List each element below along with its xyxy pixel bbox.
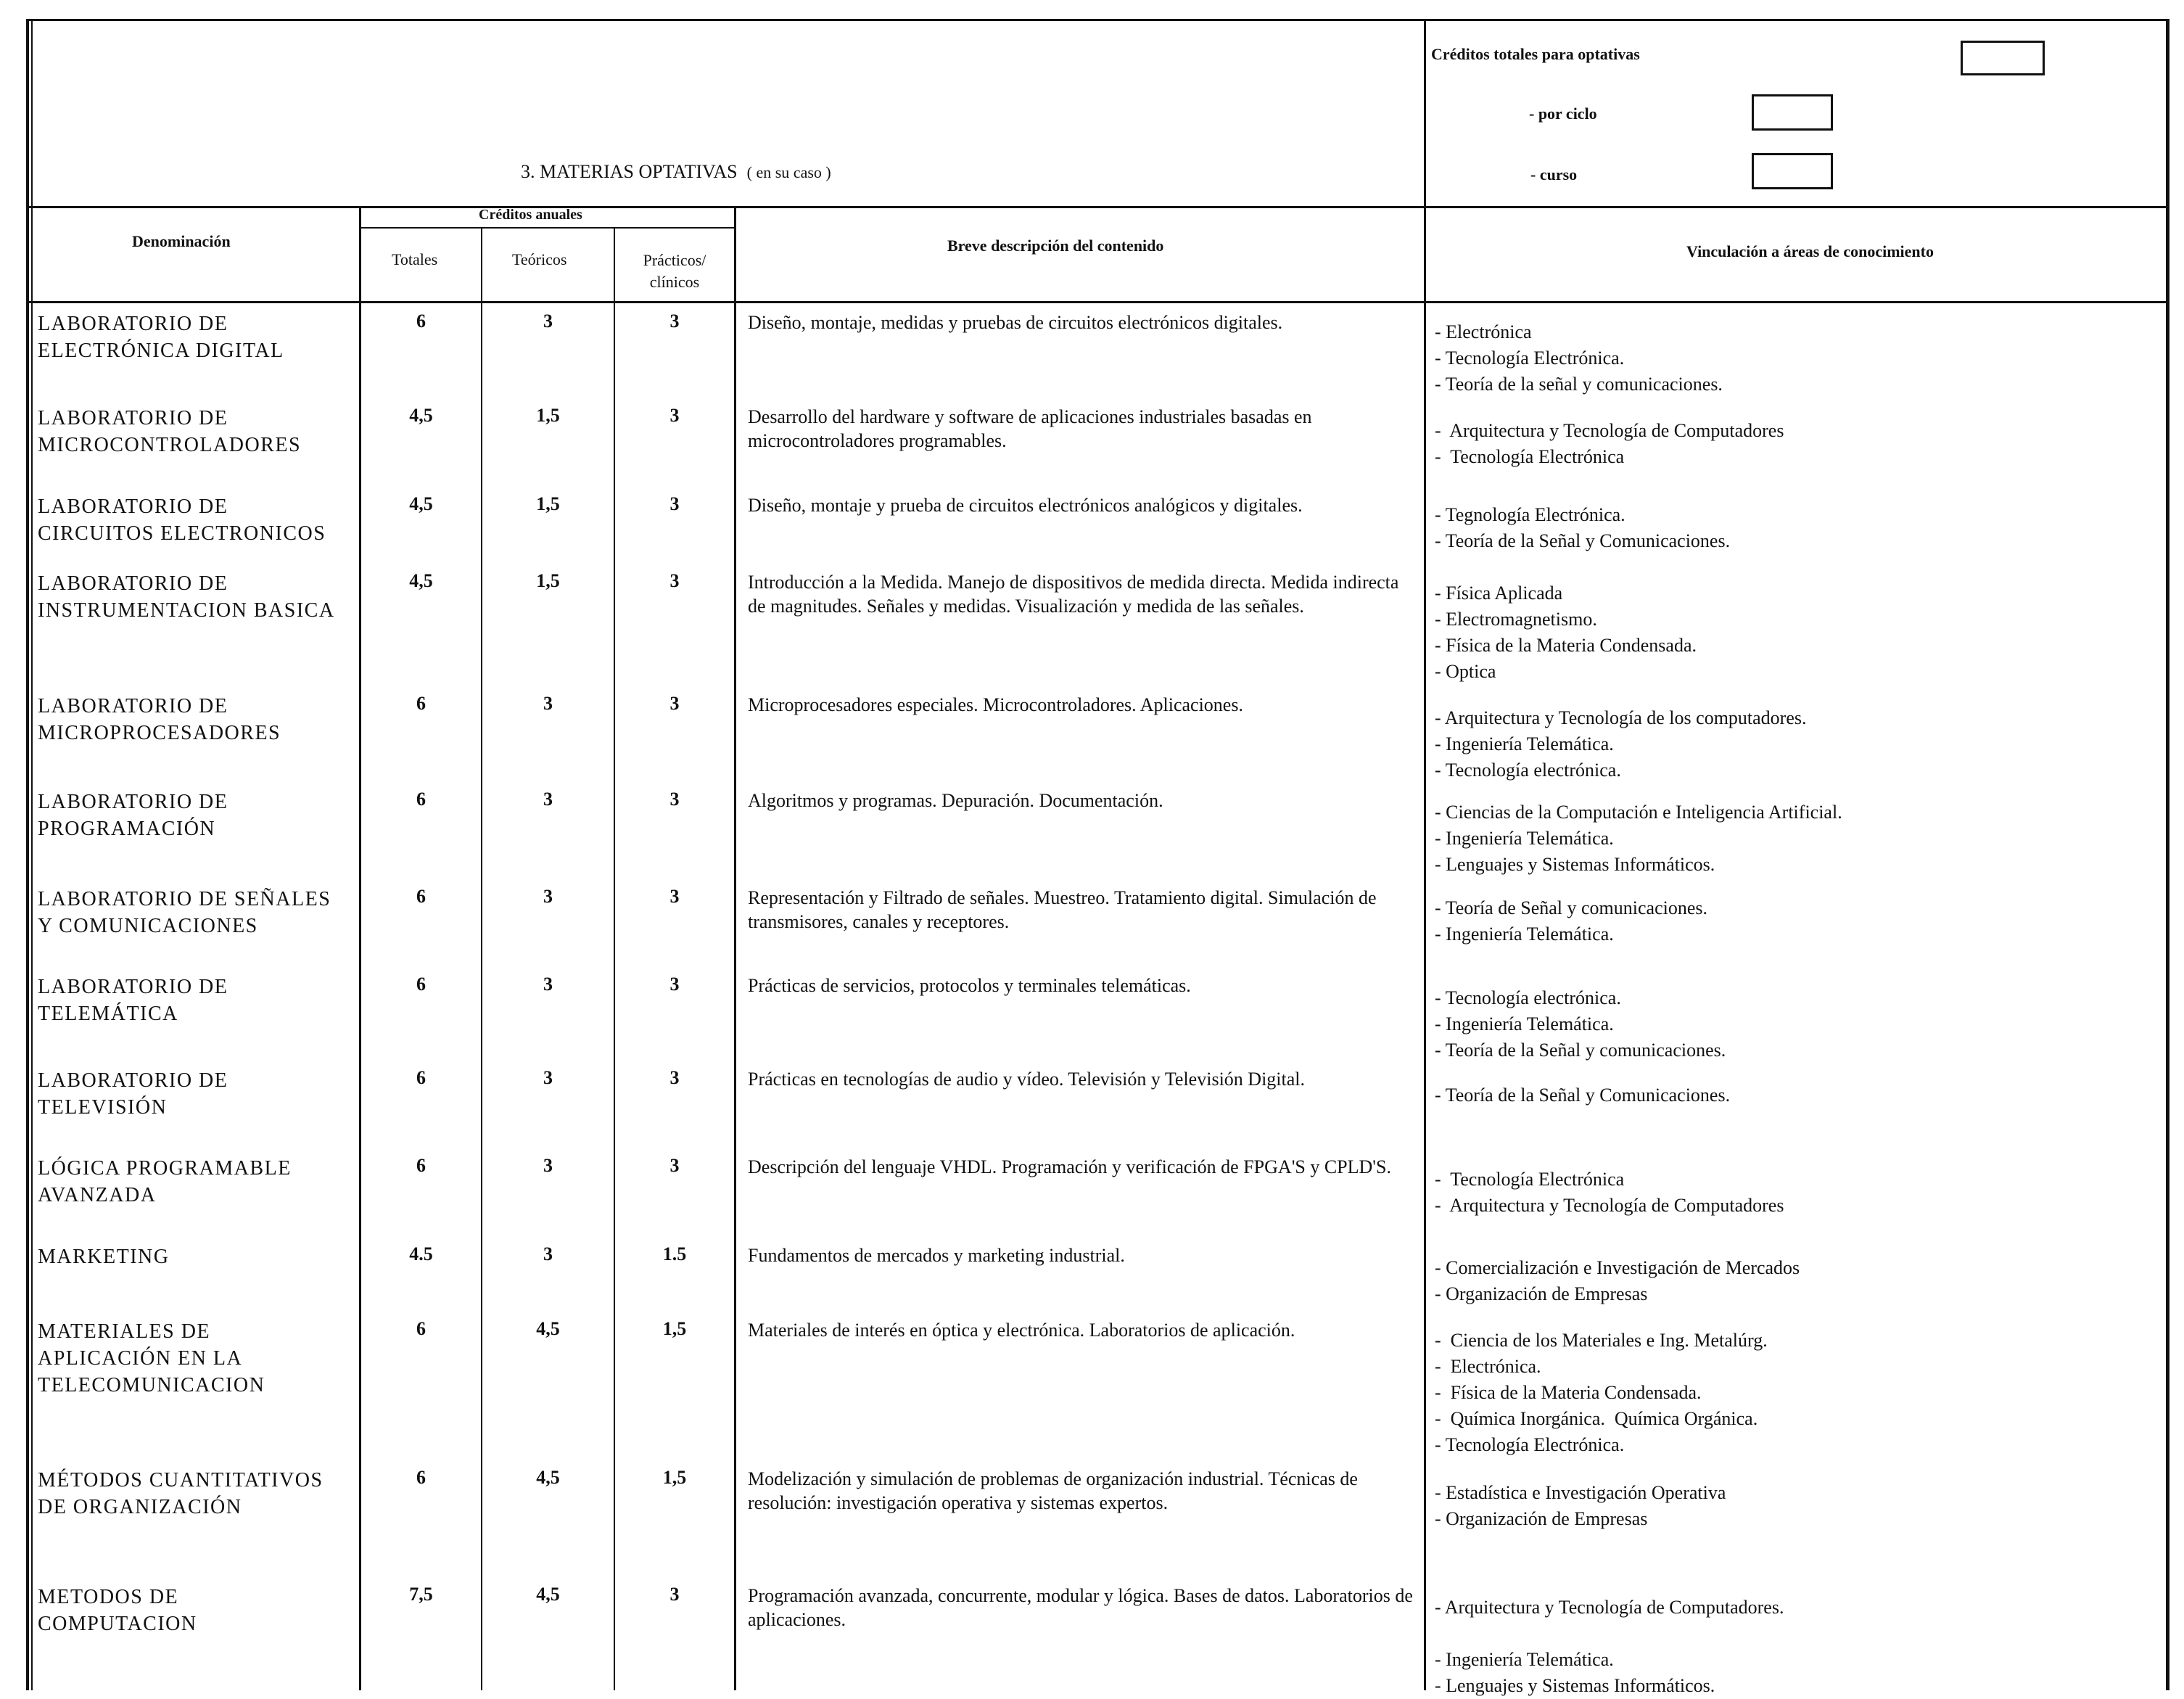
section-title: 3. MATERIAS OPTATIVAS ( en su caso ): [521, 161, 831, 182]
credits-teoricos: 4,5: [536, 1318, 560, 1339]
credits-practicos: 1,5: [662, 1318, 687, 1339]
credits-teoricos: 4,5: [536, 1467, 560, 1488]
per-cycle-label: - por ciclo: [1529, 104, 1597, 123]
course-name: LABORATORIO DE SEÑALES Y COMUNICACIONES: [38, 888, 331, 937]
knowledge-areas-list: [1435, 319, 1723, 398]
knowledge-area-item: - Electromagnetismo.: [1435, 609, 1597, 630]
course-label: - curso: [1530, 165, 1578, 184]
knowledge-area-item: - Optica: [1435, 661, 1496, 682]
knowledge-area-item: - Tecnología Electrónica.: [1435, 347, 1625, 369]
course-description: Prácticas de servicios, protocolos y terminales telemáticas.: [748, 975, 1191, 996]
course-name: LABORATORIO DE PROGRAMACIÓN: [38, 791, 228, 840]
course-description: Algoritmos y programas. Depuración. Documentación.: [748, 790, 1163, 811]
credits-practicos: 3: [669, 405, 680, 426]
knowledge-areas-list: [1435, 1255, 1800, 1307]
credits-subheader-line: [360, 227, 734, 229]
credits-total-box[interactable]: [1961, 41, 2045, 75]
course-description: Modelización y simulación de problemas de organización industrial. Técnicas de resolución: investigación operativa y sistemas expertos.: [748, 1468, 1358, 1513]
course-box[interactable]: [1752, 153, 1833, 189]
course-name: METODOS DE COMPUTACION: [38, 1586, 197, 1635]
credits-teoricos: 1,5: [536, 493, 560, 514]
knowledge-areas-list: [1435, 985, 1726, 1064]
credits-practicos: 3: [669, 1155, 680, 1176]
frame-left-line-inner: [31, 19, 33, 1690]
credits-totales: 4,5: [409, 405, 433, 426]
course-description: Materiales de interés en óptica y electrónica. Laboratorios de aplicación.: [748, 1320, 1295, 1341]
knowledge-areas-list: [1435, 418, 1784, 470]
knowledge-area-item: - Arquitectura y Tecnología de Computadores: [1435, 420, 1784, 441]
knowledge-area-item: - Teoría de la señal y comunicaciones.: [1435, 374, 1723, 395]
credits-teoricos: 3: [543, 789, 553, 810]
knowledge-area-item: - Estadística e Investigación Operativa: [1435, 1482, 1726, 1503]
knowledge-area-item: [1435, 1621, 1784, 1647]
course-name: MARKETING: [38, 1246, 170, 1268]
col-header-teoricos: Teóricos: [512, 250, 567, 268]
col-header-practicos: Prácticos/ clínicos: [643, 251, 706, 291]
credits-teoricos: 3: [543, 693, 553, 714]
knowledge-areas-list: [1435, 1480, 1726, 1532]
credits-totales: 6: [416, 1318, 426, 1339]
col-header-totales: Totales: [392, 250, 438, 268]
knowledge-areas-list: [1435, 502, 1730, 554]
knowledge-area-item: - Organización de Empresas: [1435, 1508, 1648, 1529]
course-name: LABORATORIO DE TELEVISIÓN: [38, 1069, 228, 1119]
knowledge-areas-list: [1435, 1167, 1784, 1219]
course-name: LABORATORIO DE ELECTRÓNICA DIGITAL: [38, 313, 284, 362]
credits-teoricos: 3: [543, 1067, 553, 1088]
credits-practicos: 3: [669, 789, 680, 810]
col-header-creditos-anuales: Créditos anuales: [479, 207, 582, 223]
header-bottom-line: [26, 206, 2169, 208]
knowledge-area-item: - Teoría de la Señal y comunicaciones.: [1435, 1040, 1726, 1061]
credits-practicos: 3: [669, 693, 680, 714]
knowledge-areas-list: [1435, 1595, 1784, 1699]
per-cycle-box[interactable]: [1752, 94, 1833, 131]
course-description: Diseño, montaje, medidas y pruebas de circuitos electrónicos digitales.: [748, 312, 1283, 333]
credits-totales: 4.5: [409, 1243, 433, 1264]
knowledge-area-item: - Tecnología electrónica.: [1435, 987, 1621, 1008]
course-description: Microprocesadores especiales. Microcontroladores. Aplicaciones.: [748, 694, 1243, 715]
course-description: Diseño, montaje y prueba de circuitos electrónicos analógicos y digitales.: [748, 495, 1303, 516]
course-name: LABORATORIO DE MICROPROCESADORES: [38, 695, 281, 744]
credits-teoricos: 1,5: [536, 570, 560, 591]
knowledge-areas-list: [1435, 705, 1807, 783]
knowledge-area-item: - Química Inorgánica. Química Orgánica.: [1435, 1408, 1758, 1429]
knowledge-area-item: - Teoría de la Señal y Comunicaciones.: [1435, 530, 1731, 551]
course-description: Descripción del lenguaje VHDL. Programación y verificación de FPGA'S y CPLD'S.: [748, 1156, 1391, 1177]
knowledge-areas-list: [1435, 799, 1842, 878]
knowledge-area-item: - Tegnología Electrónica.: [1435, 504, 1625, 525]
knowledge-area-item: - Física de la Materia Condensada.: [1435, 635, 1697, 656]
frame-right-line: [2166, 19, 2169, 1690]
knowledge-area-item: - Tecnología Electrónica: [1435, 1169, 1625, 1190]
course-name: LÓGICA PROGRAMABLE AVANZADA: [38, 1157, 292, 1206]
knowledge-area-item: - Teoría de Señal y comunicaciones.: [1435, 897, 1708, 918]
knowledge-area-item: - Física de la Materia Condensada.: [1435, 1382, 1702, 1403]
course-description: Representación y Filtrado de señales. Muestreo. Tratamiento digital. Simulación de transmisores, canales y receptores.: [748, 887, 1377, 932]
knowledge-area-item: - Arquitectura y Tecnología de Computadores.: [1435, 1597, 1784, 1618]
credits-totales: 6: [416, 789, 426, 810]
credits-totales: 4,5: [409, 570, 433, 591]
frame-left-line: [26, 19, 29, 1690]
credits-totales: 6: [416, 886, 426, 907]
credits-totales: 6: [416, 310, 426, 332]
header-divider-line: [1424, 19, 1426, 1690]
credits-totales: 6: [416, 1067, 426, 1088]
course-description: Fundamentos de mercados y marketing industrial.: [748, 1245, 1125, 1266]
course-name: MATERIALES DE APLICACIÓN EN LA TELECOMUNICACION: [38, 1320, 265, 1396]
credits-totales: 6: [416, 974, 426, 995]
credits-teoricos: 3: [543, 886, 553, 907]
course-description: Prácticas en tecnologías de audio y vídeo. Televisión y Televisión Digital.: [748, 1069, 1306, 1090]
credits-teoricos: 1,5: [536, 405, 560, 426]
knowledge-areas-list: [1435, 1082, 1730, 1108]
knowledge-area-item: - Ciencias de la Computación e Inteligencia Artificial.: [1435, 802, 1842, 823]
credits-practicos: 3: [669, 570, 680, 591]
knowledge-area-item: - Física Aplicada: [1435, 583, 1563, 604]
knowledge-area-item: - Lenguajes y Sistemas Informáticos.: [1435, 1675, 1715, 1696]
course-name: LABORATORIO DE CIRCUITOS ELECTRONICOS: [38, 495, 326, 545]
knowledge-area-item: - Ingeniería Telemática.: [1435, 1013, 1614, 1034]
knowledge-area-item: - Tecnología Electrónica: [1435, 446, 1625, 467]
credits-total-label: Créditos totales para optativas: [1431, 45, 1640, 63]
course-description: Programación avanzada, concurrente, modular y lógica. Bases de datos. Laboratorios de aplicaciones.: [748, 1585, 1413, 1630]
knowledge-area-item: - Electrónica.: [1435, 1356, 1541, 1377]
credits-practicos: 3: [669, 886, 680, 907]
credits-teoricos: 3: [543, 1243, 553, 1264]
credits-teoricos: 3: [543, 974, 553, 995]
credits-teoricos: 4,5: [536, 1584, 560, 1605]
column-header-bottom-line: [26, 301, 2169, 303]
credits-totales: 6: [416, 1467, 426, 1488]
credits-totales: 6: [416, 1155, 426, 1176]
credits-practicos: 3: [669, 974, 680, 995]
course-description: Desarrollo del hardware y software de aplicaciones industriales basadas en microcontroladores programables.: [748, 406, 1312, 451]
credits-practicos: 3: [669, 1067, 680, 1088]
knowledge-area-item: - Ingeniería Telemática.: [1435, 733, 1614, 754]
course-description: Introducción a la Medida. Manejo de dispositivos de medida directa. Medida indirecta de magnitudes. Señales y medidas. Visualización y medida de las señales.: [748, 572, 1399, 617]
frame-top-line: [26, 19, 2169, 21]
course-name: LABORATORIO DE INSTRUMENTACION BASICA: [38, 572, 335, 622]
course-name: MÉTODOS CUANTITATIVOS DE ORGANIZACIÓN: [38, 1469, 324, 1518]
knowledge-area-item: - Ingeniería Telemática.: [1435, 1649, 1614, 1670]
knowledge-areas-list: [1435, 580, 1697, 685]
knowledge-area-item: - Lenguajes y Sistemas Informáticos.: [1435, 854, 1715, 875]
credits-totales: 4,5: [409, 493, 433, 514]
knowledge-area-item: - Ciencia de los Materiales e Ing. Metalúrg.: [1435, 1330, 1768, 1351]
knowledge-area-item: - Arquitectura y Tecnología de Computadores: [1435, 1195, 1784, 1216]
credits-teoricos: 3: [543, 1155, 553, 1176]
knowledge-area-item: - Electrónica: [1435, 321, 1532, 342]
col-header-vinculacion: Vinculación a áreas de conocimiento: [1686, 242, 1934, 260]
course-name: LABORATORIO DE MICROCONTROLADORES: [38, 407, 302, 456]
credits-practicos: 3: [669, 1584, 680, 1605]
knowledge-area-item: - Ingeniería Telemática.: [1435, 828, 1614, 849]
col-header-denominacion: Denominación: [132, 232, 231, 250]
knowledge-area-item: - Tecnología Electrónica.: [1435, 1434, 1625, 1455]
credits-teoricos: 3: [543, 310, 553, 332]
knowledge-area-item: - Teoría de la Señal y Comunicaciones.: [1435, 1085, 1731, 1106]
knowledge-area-item: - Arquitectura y Tecnología de los computadores.: [1435, 707, 1807, 728]
col-line-descripcion: [734, 206, 736, 1690]
credits-practicos: 1.5: [662, 1243, 687, 1264]
knowledge-area-item: - Organización de Empresas: [1435, 1283, 1648, 1304]
credits-practicos: 1,5: [662, 1467, 687, 1488]
knowledge-area-item: - Tecnología electrónica.: [1435, 760, 1621, 781]
knowledge-area-item: - Comercialización e Investigación de Mercados: [1435, 1257, 1800, 1278]
credits-practicos: 3: [669, 493, 680, 514]
knowledge-areas-list: [1435, 895, 1707, 947]
col-header-descripcion: Breve descripción del contenido: [947, 236, 1164, 255]
knowledge-area-item: - Ingeniería Telemática.: [1435, 923, 1614, 945]
credits-totales: 7,5: [409, 1584, 433, 1605]
knowledge-areas-list: [1435, 1328, 1768, 1458]
credits-totales: 6: [416, 693, 426, 714]
credits-practicos: 3: [669, 310, 680, 332]
course-name: LABORATORIO DE TELEMÁTICA: [38, 976, 228, 1025]
